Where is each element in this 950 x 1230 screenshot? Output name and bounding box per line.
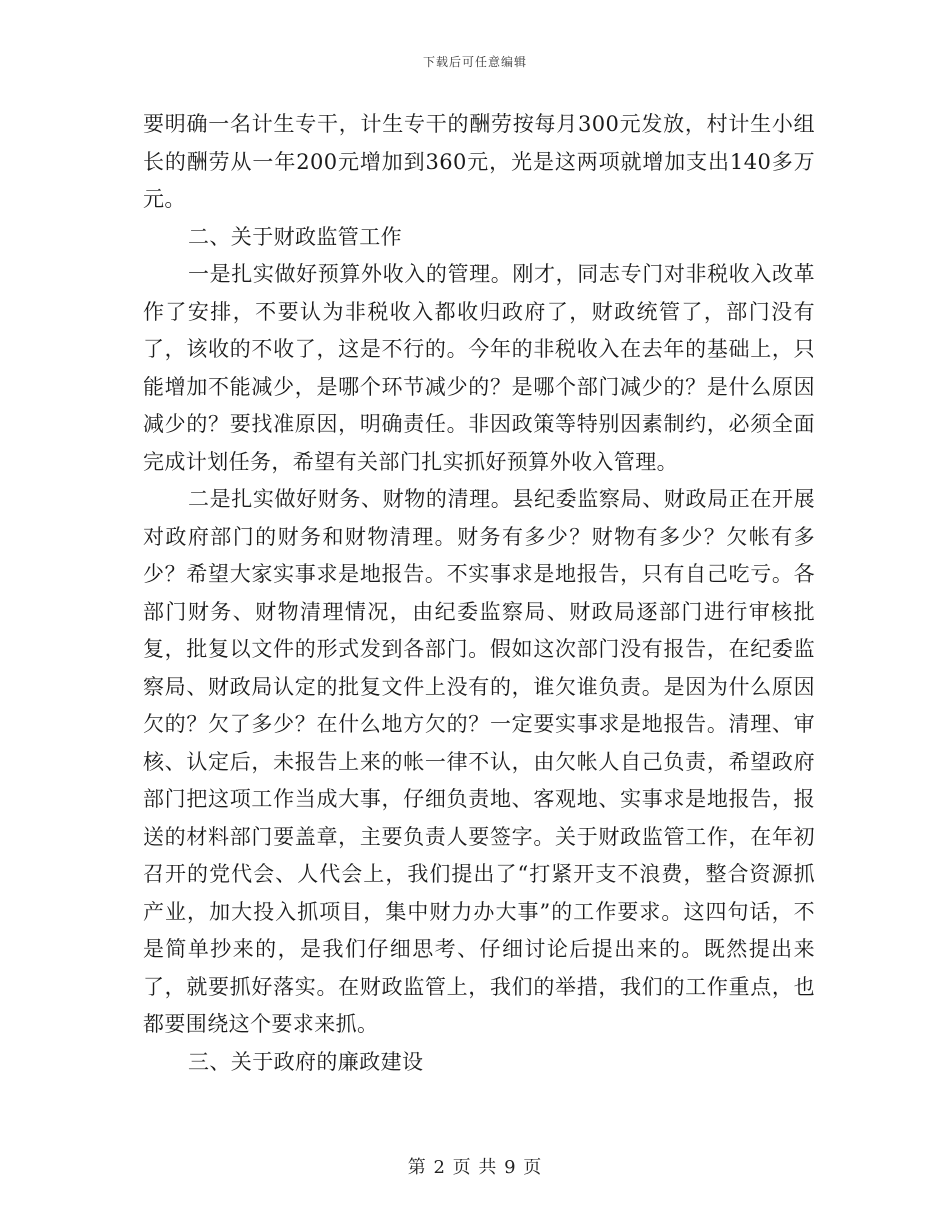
paragraph: 一是扎实做好预算外收入的管理。刚才，同志专门对非税收入改革作了安排，不要认为非税收入都收归政府了，财政统管了，部门没有了，该收的不收了，这是不行的。今年的非税收入在去年的基础上，只能增加不能减少，是哪个环节减少的？是哪个部门减少的？是什么原因减少的？要找准原因，明确责任。非因政策等特别因素制约，必须全面完成计划任务，希望有关部门扎实抓好预算外收入管理。: [143, 262, 815, 474]
document-body: [143, 106, 815, 1081]
section-heading: 三、关于政府的廉政建设: [188, 1049, 424, 1074]
paragraph: 二是扎实做好财务、财物的清理。县纪委监察局、财政局正在开展对政府部门的财务和财物清理。财务有多少？财物有多少？欠帐有多少？希望大家实事求是地报告。不实事求是地报告，只有自己吃亏。各部门财务、财物清理情况，由纪委监察局、财政局逐部门进行审核批复，批复以文件的形式发到各部门。假如这次部门没有报告，在纪委监察局、财政局认定的批复文件上没有的，谁欠谁负责。是因为什么原因欠的？欠了多少？在什么地方欠的？一定要实事求是地报告。清理、审核、认定后，未报告上来的帐一律不认，由欠帐人自己负责，希望政府部门把这项工作当成大事，仔细负责地、客观地、实事求是地报告，报送的材料部门要盖章，主要负责人要签字。关于财政监管工作，在年初召开的党代会、人代会上，我们提出了“打紧开支不浪费，整合资源抓产业，加大投入抓项目，集中财力办大事”的工作要求。这四句话，不是简单抄来的，是我们仔细思考、仔细讨论后提出来的。既然提出来了，就要抓好落实。在财政监管上，我们的举措，我们的工作重点，也都要围绕这个要求来抓。: [143, 487, 815, 1036]
section-heading: 二、关于财政监管工作: [188, 224, 402, 249]
paragraph: 要明确一名计生专干，计生专干的酬劳按每月300元发放，村计生小组长的酬劳从一年200元增加到360元，光是这两项就增加支出140多万元。: [143, 112, 815, 211]
page-number: 第 2 页 共 9 页: [407, 1157, 543, 1178]
page-header: 下载后可任意编辑: [422, 55, 527, 69]
